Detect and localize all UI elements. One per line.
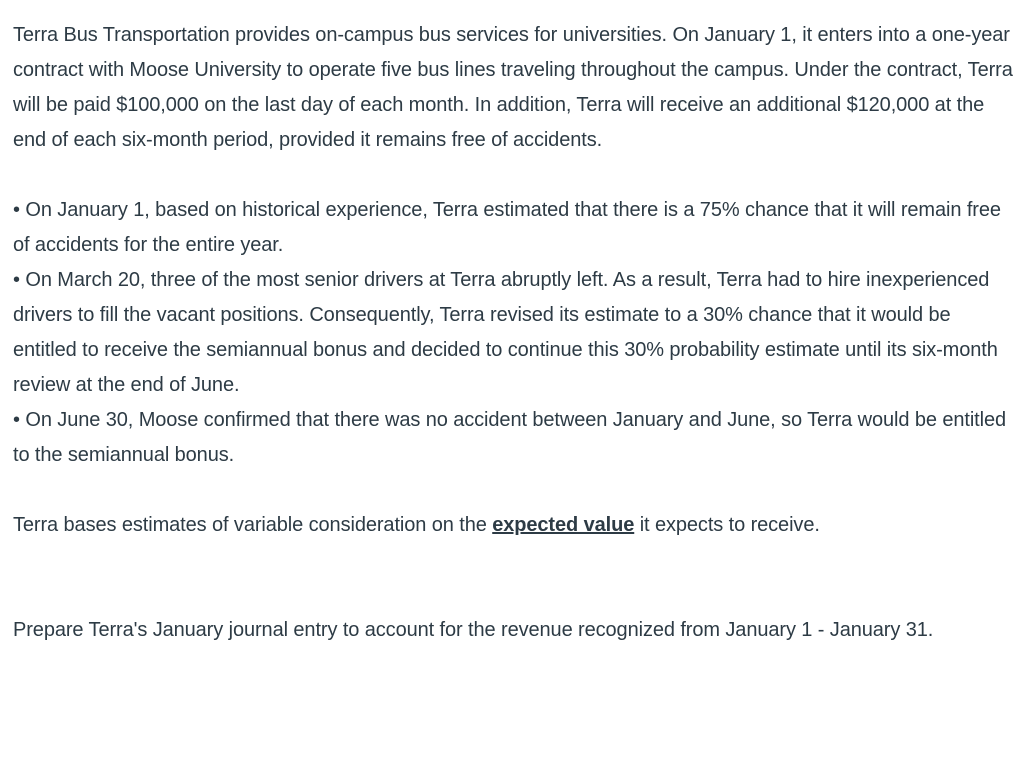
estimate-text-before: Terra bases estimates of variable consideration on the — [13, 514, 493, 536]
bullet-text: On March 20, three of the most senior drivers at Terra abruptly left. As a result, Terra had to hire inexperienced drivers to fill the vacant positions. Consequently, Terra revised its estimate to a 30% chance that it would be entitled to receive the semiannual bonus and decided to continue this 30% probability estimate until its six-month review at the end of June. — [13, 269, 998, 396]
bullet-item-1 — [13, 193, 1013, 263]
bullet-text: On January 1, based on historical experience, Terra estimated that there is a 75% chance that it will remain free of accidents for the entire year. — [13, 199, 1001, 256]
expected-value-link[interactable]: expected value — [492, 514, 635, 536]
bullet-item-3 — [13, 403, 1013, 473]
bullet-text: On June 30, Moose confirmed that there was no accident between January and June, so Terra would be entitled to the semiannual bonus. — [13, 409, 1007, 466]
intro-paragraph: Terra Bus Transportation provides on-campus bus services for universities. On January 1, it enters into a one-year contract with Moose University to operate five bus lines traveling throughout the campus. Under the contract, Terra will be paid $100,000 on the last day of each month. In addition, Terra will receive an additional $120,000 at the end of each six-month period, provided it remains free of accidents. — [13, 24, 1013, 151]
bullet-list — [13, 193, 1013, 473]
bullet-item-2 — [13, 263, 1013, 403]
bullet-marker: • — [13, 199, 20, 221]
spacer — [13, 473, 1013, 508]
estimate-paragraph — [13, 508, 1013, 543]
estimate-text-after: it expects to receive. — [634, 514, 820, 536]
problem-text — [13, 18, 1013, 648]
spacer — [13, 158, 1013, 193]
bullet-marker: • — [13, 409, 20, 431]
bullet-marker: • — [13, 269, 20, 291]
question-paragraph: Prepare Terra's January journal entry to account for the revenue recognized from January 1 - January 31. — [13, 619, 934, 641]
spacer — [13, 543, 1013, 613]
